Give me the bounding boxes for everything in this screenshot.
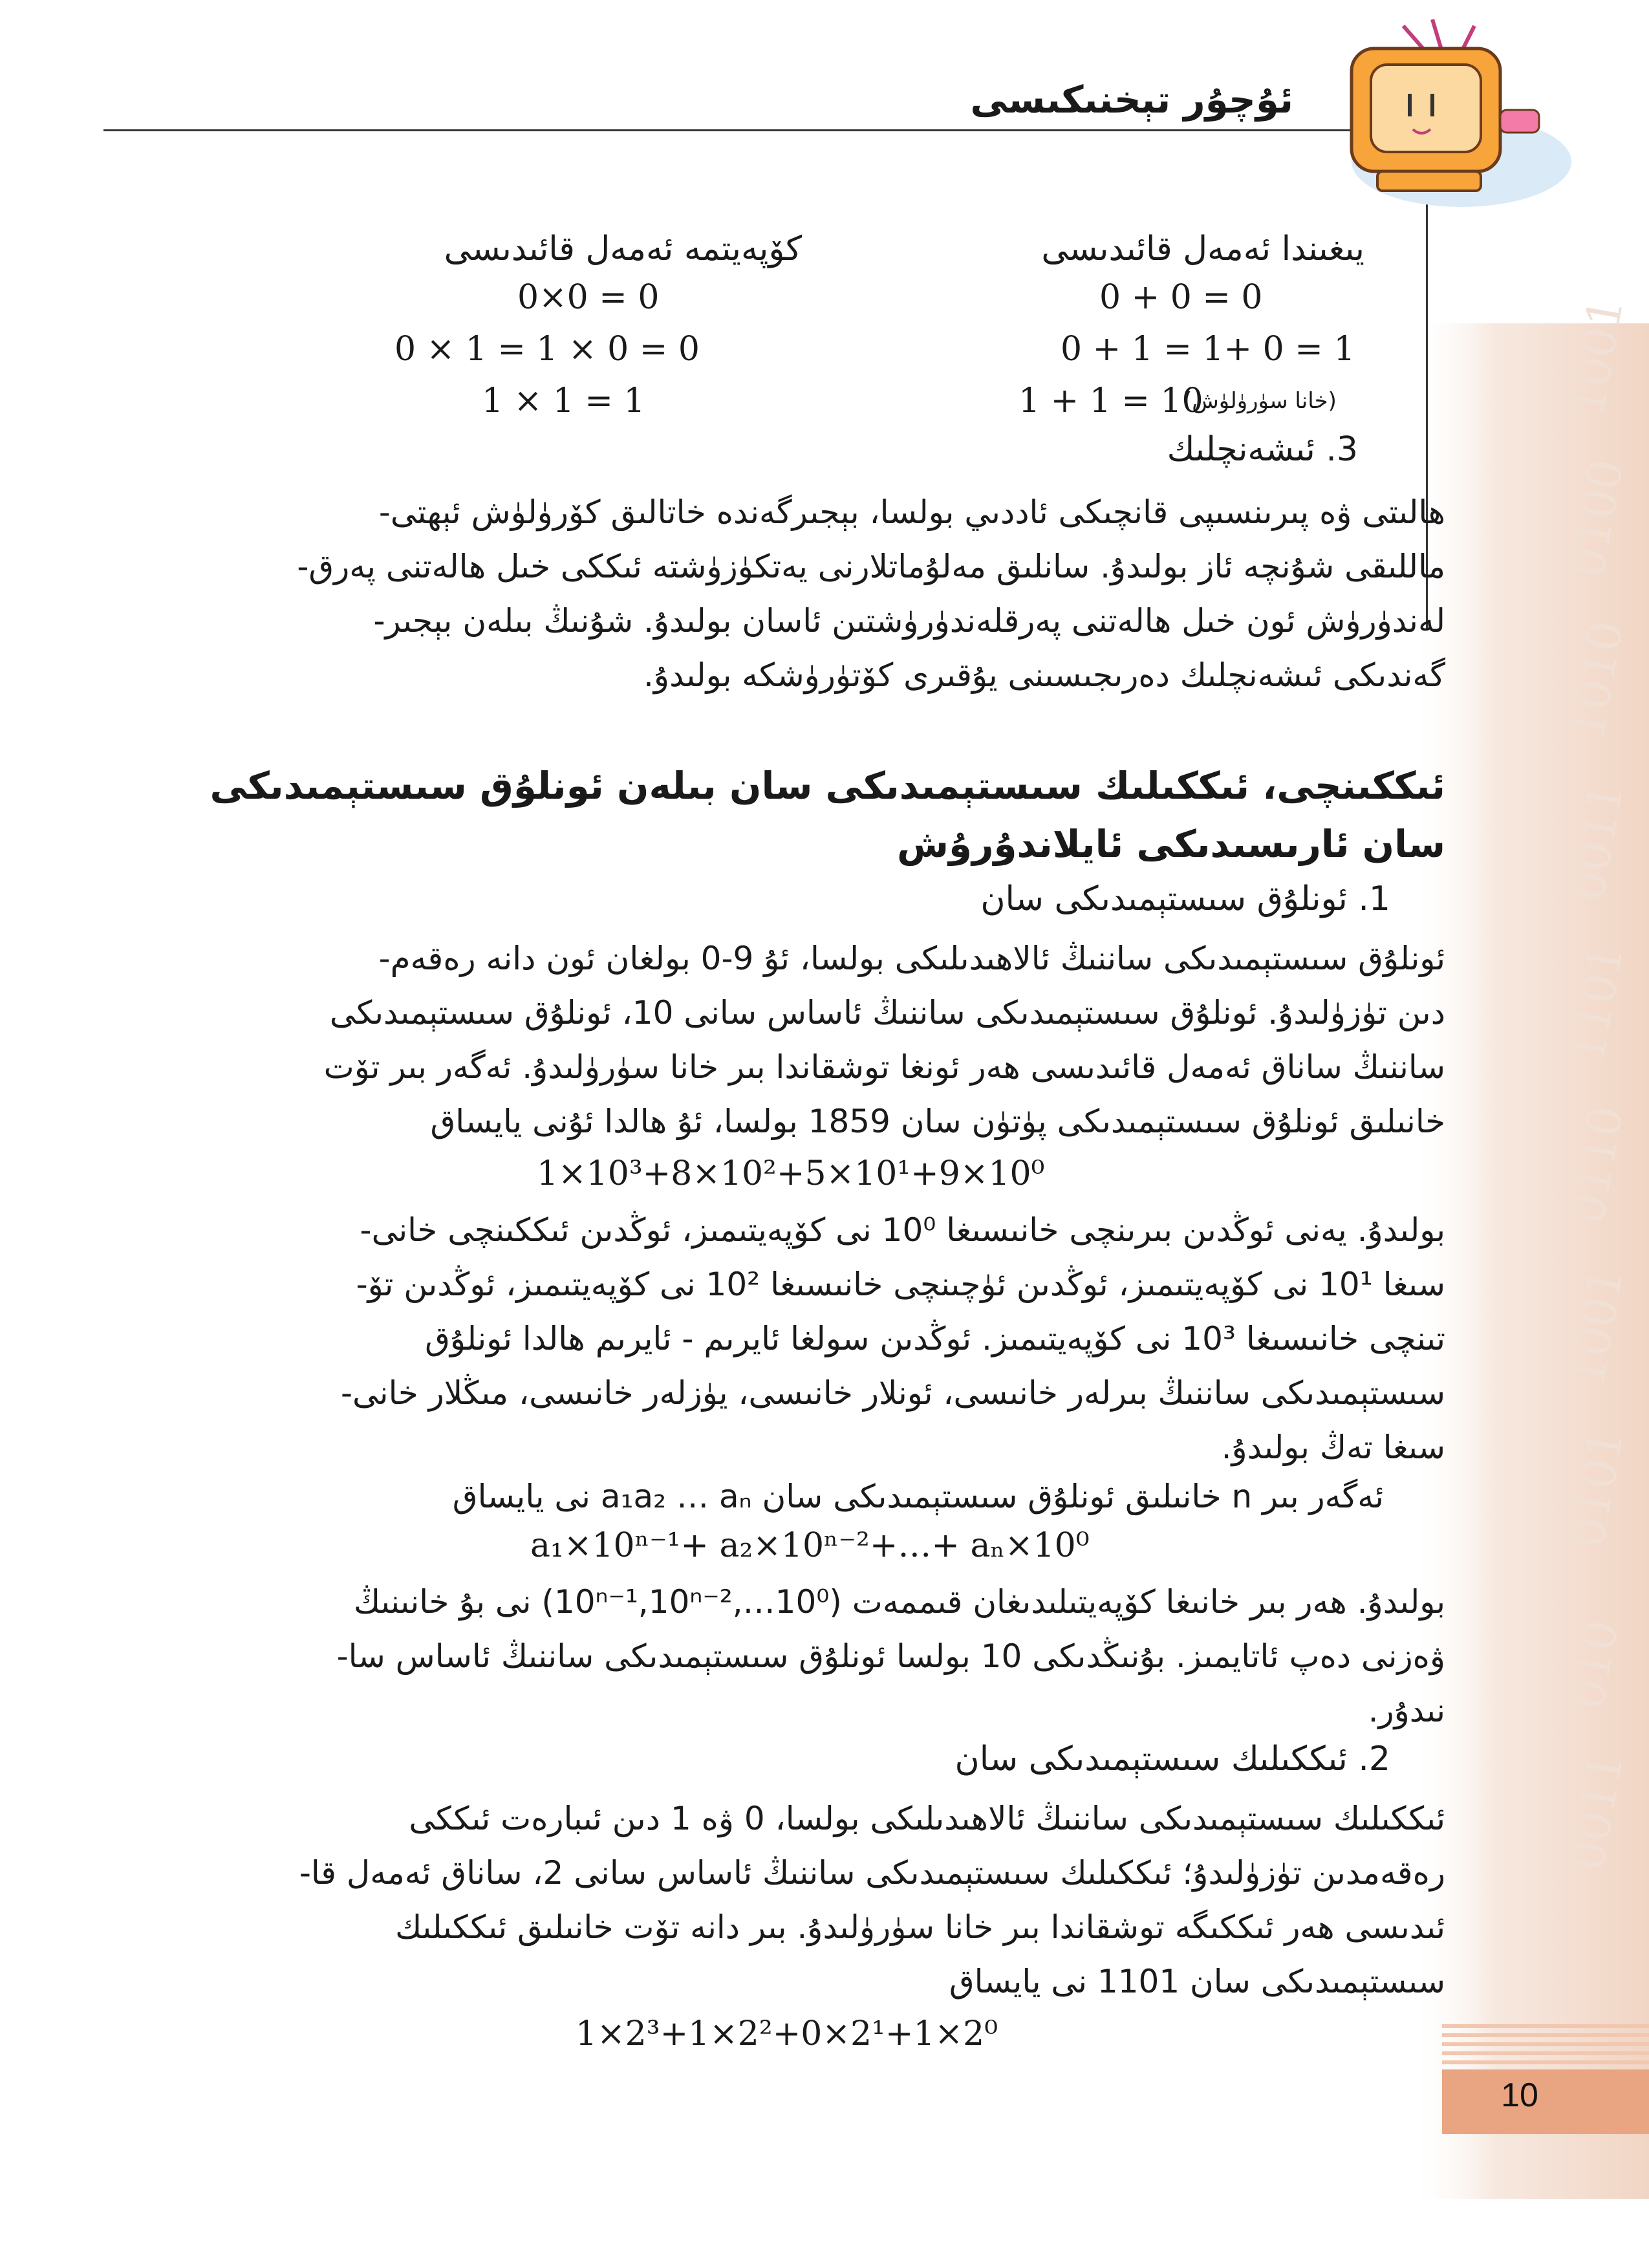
background-digit-group: 1001 — [1559, 293, 1634, 420]
multiplication-rule-3: 1 × 1 = 1 — [482, 382, 645, 420]
multiplication-rule-title: كۆپەيتمە ئەمەل قائىدىسى — [444, 230, 802, 268]
decimal-line: خانىلىق ئونلۇق سىستېمىدىكى پۈتۈن سان 1859 بولسا، ئۇ ھالدا ئۇنى يايساق — [430, 1103, 1445, 1140]
reliability-line: ھالىتى ۋە پىرىنسىپى قانچىكى ئاددىي بولسا، بېجىرگەندە خاتالىق كۆرۈلۈش ئېھتى- — [378, 493, 1445, 531]
background-digit-group: 0101 — [1559, 1425, 1634, 1551]
binary-paragraph — [158, 1791, 1445, 2009]
decimal-line: ئونلۇق سىستېمىدىكى ساننىڭ ئالاھىدىلىكى بولسا، ئۇ 9-0 بولغان ئون دانە رەقەم- — [378, 940, 1445, 977]
addition-rule-title: يىغىندا ئەمەل قائىدىسى — [1041, 230, 1364, 268]
background-digit-group: 1010 — [1559, 616, 1634, 743]
addition-rule-2: 0 + 1 = 1+ 0 = 1 — [1061, 330, 1355, 369]
decimal-heading: 1. ئونلۇق سىستېمىدىكى سان — [980, 880, 1390, 918]
binary-heading: 2. ئىككىلىك سىستېمىدىكى سان — [954, 1740, 1390, 1778]
background-digit-group: 010 — [1559, 1616, 1629, 1713]
decimal-line: تىنچى خانىسىغا 10³ نى كۆپەيتىمىز. ئوڭدىن سولغا ئايرىم - ئايرىم ھالدا ئونلۇق — [425, 1320, 1445, 1357]
decimal-line: دىن تۈزۈلىدۇ. ئونلۇق سىستېمىدىكى ساننىڭ ئاساس سانى 10، ئونلۇق سىستېمىدىكى — [329, 994, 1445, 1031]
background-digit-group: 1001 — [1559, 1263, 1634, 1390]
decimal-line: نىدۇر. — [1368, 1692, 1445, 1729]
page-number: 10 — [1501, 2077, 1538, 2114]
decimal-line: ۋەزنى دەپ ئاتايمىز. بۇنىڭدىكى 10 بولسا ئونلۇق سىستېمىدىكى ساننىڭ ئاساس سا- — [336, 1637, 1445, 1675]
background-digit-group: 0011 — [1559, 1748, 1634, 1875]
background-digit-group: 0100 — [1559, 455, 1634, 581]
multiplication-rule-2: 0 × 1 = 1 × 0 = 0 — [394, 330, 700, 369]
reliability-line: ماللىقى شۇنچە ئاز بولىدۇ. سانلىق مەلۇماتلارنى يەتكۈزۈشتە ئىككى خىل ھالەتنى پەرق- — [297, 548, 1445, 585]
reliability-line: گەندىكى ئىشەنچلىك دەرىجىسىنى يۇقىرى كۆتۈرۈشكە بولىدۇ. — [643, 656, 1445, 694]
carry-note: (خانا سۈرۈلۈش) — [1183, 388, 1337, 414]
decimal-line: سىستېمىدىكى ساننىڭ بىرلەر خانىسى، ئونلار خانىسى، يۈزلەر خانىسى، مىڭلار خانى- — [340, 1374, 1445, 1412]
decimal-paragraph-2 — [158, 1203, 1445, 1474]
background-digit-group: 1101 — [1559, 940, 1634, 1066]
binary-line: رەقەمدىن تۈزۈلىدۇ؛ ئىككىلىك سىستېمىدىكى ساننىڭ ئاساس سانى 2، ساناق ئەمەل قا- — [299, 1854, 1445, 1892]
header-rule — [103, 129, 1445, 131]
decimal-paragraph-1 — [158, 931, 1445, 1149]
addition-rule-3: 1 + 1 = 10 — [1018, 382, 1203, 420]
decimal-paragraph-3 — [158, 1575, 1445, 1738]
decimal-line: بولىدۇ. يەنى ئوڭدىن بىرىنچى خانىسىغا 10⁰ نى كۆپەيتىمىز، ئوڭدىن ئىككىنچى خانى- — [360, 1211, 1445, 1249]
multiplication-rule-1: 0×0 = 0 — [517, 278, 660, 317]
section-title-line: سان ئارىسىدىكى ئايلاندۇرۇش — [897, 822, 1445, 866]
reliability-heading: 3. ئىشەنچلىك — [1167, 430, 1358, 469]
header-title: ئۇچۇر تېخنىكىسى — [970, 78, 1293, 122]
decimal-line: بولىدۇ. ھەر بىر خانىغا كۆپەيتىلىدىغان قىممەت (10ⁿ⁻¹,10ⁿ⁻²,…10⁰) نى بۇ خانىنىڭ — [353, 1583, 1445, 1621]
n-digit-formula: a₁×10ⁿ⁻¹+ a₂×10ⁿ⁻²+…+ aₙ×10⁰ — [530, 1526, 1090, 1565]
tv-mascot-icon — [1313, 13, 1571, 207]
binary-line: ئىككىلىك سىستېمىدىكى ساننىڭ ئالاھىدىلىكى بولسا، 0 ۋە 1 دىن ئىبارەت ئىككى — [409, 1800, 1445, 1837]
reliability-line: لەندۈرۈش ئون خىل ھالەتنى پەرقلەندۈرۈشتىن ئاسان بولىدۇ. شۇنىڭ بىلەن بېجىر- — [373, 602, 1445, 640]
decimal-expansion-formula: 1×10³+8×10²+5×10¹+9×10⁰ — [537, 1154, 1045, 1193]
addition-rule-1: 0 + 0 = 0 — [1099, 278, 1263, 317]
decimal-line: ساننىڭ ساناق ئەمەل قائىدىسى ھەر ئونغا توشقاندا بىر خانا سۈرۈلىدۇ. ئەگەر بىر تۆت — [323, 1048, 1445, 1086]
binary-expansion-formula: 1×2³+1×2²+0×2¹+1×2⁰ — [576, 2014, 998, 2053]
binary-line: سىستېمىدىكى سان 1101 نى يايساق — [949, 1963, 1445, 2000]
binary-line: ئىدىسى ھەر ئىككىگە توشقاندا بىر خانا سۈرۈلىدۇ. بىر دانە تۆت خانىلىق ئىككىلىك — [395, 1908, 1445, 1946]
section-title-line: ئىككىنچى، ئىككىلىك سىستېمىدىكى سان بىلەن ئونلۇق سىستېمىدىكى — [210, 764, 1445, 808]
background-digit-group: 0011 — [1559, 778, 1634, 905]
section-title — [158, 757, 1445, 873]
reliability-paragraph — [158, 485, 1445, 702]
decimal-line: سىغا تەڭ بولىدۇ. — [1221, 1429, 1445, 1466]
background-digit-group: 0110 — [1559, 1101, 1634, 1228]
decimal-line: سىغا 10¹ نى كۆپەيتىمىز، ئوڭدىن ئۈچىنچى خانىسىغا 10² نى كۆپەيتىمىز، ئوڭدىن تۆ- — [356, 1266, 1445, 1303]
n-digit-line: ئەگەر بىر n خانىلىق ئونلۇق سىستېمىدىكى سان a₁a₂ … aₙ نى يايساق — [452, 1478, 1384, 1515]
background-digits — [1507, 293, 1649, 2018]
